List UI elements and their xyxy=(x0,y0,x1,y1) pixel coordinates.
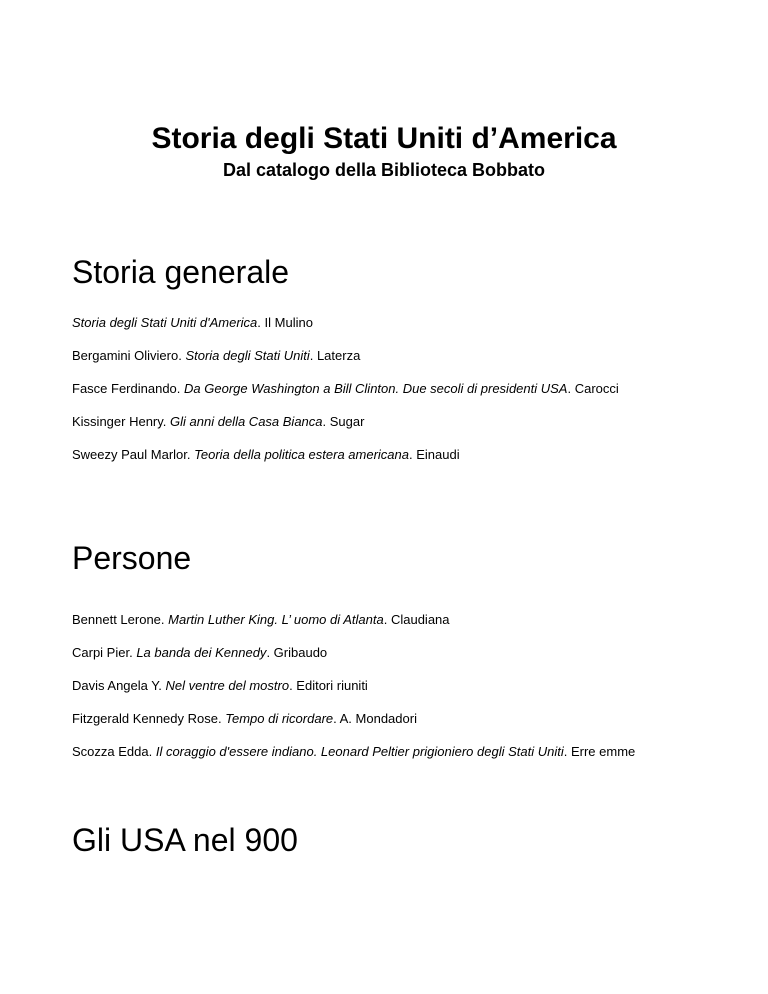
document-subtitle: Dal catalogo della Biblioteca Bobbato xyxy=(222,160,546,180)
entry-publisher: Il Mulino xyxy=(264,315,313,330)
list-item: Bergamini Oliviero. Storia degli Stati Uniti. Laterza xyxy=(72,348,361,363)
entry-author: Bergamini Oliviero xyxy=(72,348,179,363)
list-item: Storia degli Stati Uniti d'America. Il Mulino xyxy=(72,315,313,330)
entry-publisher: Editori riuniti xyxy=(296,678,368,693)
section-heading: Gli USA nel 900 xyxy=(72,822,298,858)
entry-title: Storia degli Stati Uniti d'America xyxy=(72,315,258,330)
entry-title: Teoria della politica estera americana xyxy=(194,447,409,462)
entry-author: Sweezy Paul Marlor xyxy=(72,447,187,462)
document-header xyxy=(0,120,768,182)
entry-author: Bennett Lerone xyxy=(72,612,161,627)
entry-publisher: Carocci xyxy=(574,381,619,396)
entry-title: Storia degli Stati Uniti xyxy=(185,348,310,363)
entry-author: Davis Angela Y xyxy=(72,678,159,693)
entry-author: Kissinger Henry xyxy=(72,414,163,429)
section-persone xyxy=(72,538,692,760)
list-item: Bennett Lerone. Martin Luther King. L’ uomo di Atlanta. Claudiana xyxy=(72,612,450,627)
entry-publisher: A. Mondadori xyxy=(339,711,417,726)
list-item: Carpi Pier. La banda dei Kennedy. Gribaudo xyxy=(72,645,328,660)
entry-title: Il coraggio d'essere indiano. Leonard Peltier prigioniero degli Stati Uniti xyxy=(155,744,564,759)
section-heading: Storia generale xyxy=(72,254,290,290)
entry-publisher: Laterza xyxy=(316,348,361,363)
entry-title: Nel ventre del mostro xyxy=(165,678,290,693)
entry-title: Martin Luther King. L’ uomo di Atlanta xyxy=(168,612,384,627)
entry-publisher: Claudiana xyxy=(390,612,450,627)
entry-list xyxy=(72,612,692,760)
list-item: Davis Angela Y. Nel ventre del mostro. Editori riuniti xyxy=(72,678,368,693)
entry-publisher: Erre emme xyxy=(570,744,636,759)
document-title: Storia degli Stati Uniti d’America xyxy=(151,122,617,155)
entry-title: Gli anni della Casa Bianca xyxy=(170,414,323,429)
entry-author: Carpi Pier xyxy=(72,645,130,660)
section-storia-generale xyxy=(72,252,692,463)
entry-title: Da George Washington a Bill Clinton. Due secoli di presidenti USA xyxy=(184,381,568,396)
entry-author: Scozza Edda xyxy=(72,744,149,759)
entry-publisher: Sugar xyxy=(329,414,365,429)
entry-title: La banda dei Kennedy xyxy=(136,645,267,660)
list-item: Fitzgerald Kennedy Rose. Tempo di ricordare. A. Mondadori xyxy=(72,711,417,726)
section-heading: Persone xyxy=(72,540,192,576)
list-item: Kissinger Henry. Gli anni della Casa Bianca. Sugar xyxy=(72,414,365,429)
entry-author: Fitzgerald Kennedy Rose xyxy=(72,711,218,726)
entry-title: Tempo di ricordare xyxy=(225,711,334,726)
section-usa-900 xyxy=(72,820,692,860)
entry-publisher: Gribaudo xyxy=(273,645,328,660)
entry-publisher: Einaudi xyxy=(416,447,460,462)
list-item: Scozza Edda. Il coraggio d'essere indiano. Leonard Peltier prigioniero degli Stati Uniti. Erre emme xyxy=(72,744,636,759)
entry-author: Fasce Ferdinando xyxy=(72,381,177,396)
list-item: Sweezy Paul Marlor. Teoria della politica estera americana. Einaudi xyxy=(72,447,460,462)
entry-list xyxy=(72,315,692,463)
list-item: Fasce Ferdinando. Da George Washington a Bill Clinton. Due secoli di presidenti USA. Carocci xyxy=(72,381,619,396)
